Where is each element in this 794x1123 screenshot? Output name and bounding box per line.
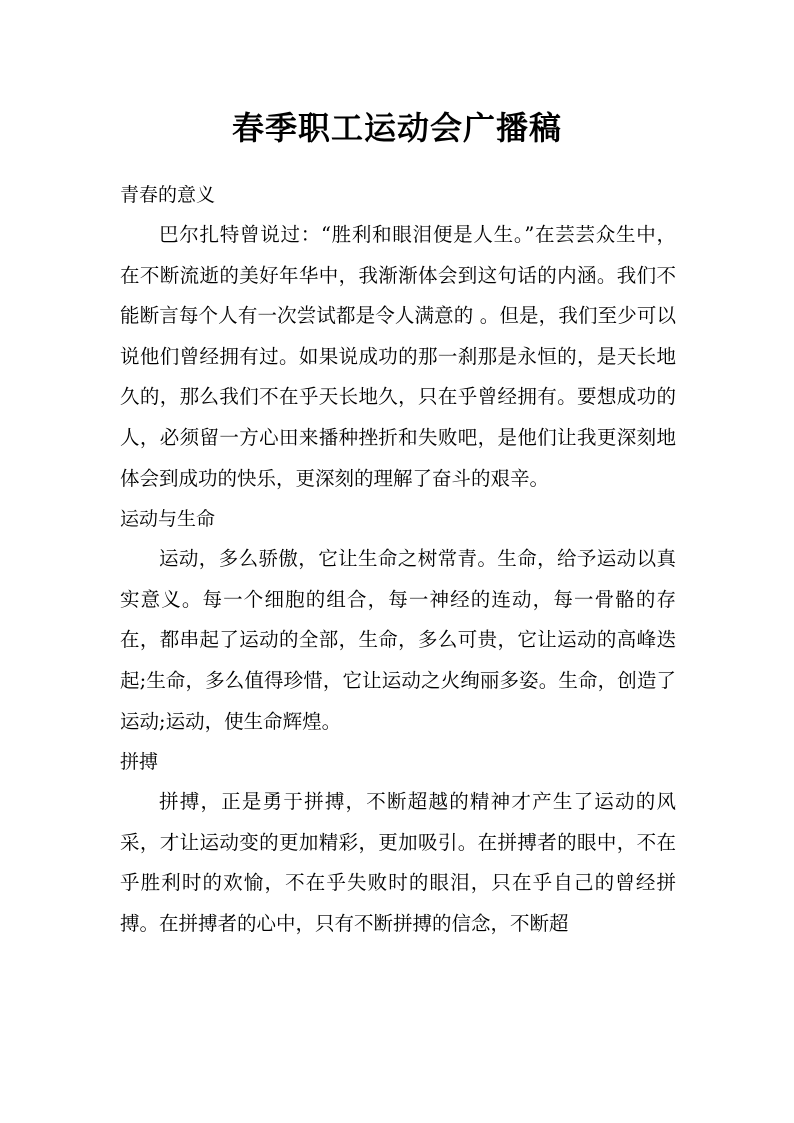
section-paragraph: 拼搏，正是勇于拼搏，不断超越的精神才产生了运动的风采，才让运动变的更加精彩，更加吸引。在拼搏者的眼中，不在乎胜利时的欢愉，不在乎失败时的眼泪，只在乎自己的曾经拼搏。在拼搏者的心中，只有不断拼搏的信念，不断超 — [120, 790, 676, 935]
document-body — [120, 175, 676, 945]
section-paragraph: 巴尔扎特曾说过：“胜利和眼泪便是人生。”在芸芸众生中，在不断流逝的美好年华中，我渐渐体会到这句话的内涵。我们不能断言每个人有一次尝试都是令人满意的 。但是，我们至少可以说他们曾经拥有过。如果说成功的那一刹那是永恒的，是天长地久的，那么我们不在乎天长地久，只在乎曾经拥有。要想成功的人，必须留一方心田来播种挫折和失败吧，是他们让我更深刻地体会到成功的快乐，更深刻的理解了奋斗的艰辛。 — [120, 223, 676, 490]
section-striving — [120, 742, 676, 944]
section-sport-and-life — [120, 499, 676, 742]
section-heading: 拼搏 — [120, 751, 159, 774]
section-youth-meaning — [120, 175, 676, 499]
section-heading: 青春的意义 — [120, 184, 216, 206]
section-heading: 运动与生命 — [120, 508, 216, 531]
document-title: 春季职工运动会广播稿 — [231, 109, 562, 147]
section-paragraph: 运动，多么骄傲，它让生命之树常青。生命，给予运动以真实意义。每一个细胞的组合，每一神经的连动，每一骨骼的存在，都串起了运动的全部，生命，多么可贵，它让运动的高峰迭起;生命，多么值得珍惜，它让运动之火绚丽多姿。生命，创造了运动;运动，使生命辉煌。 — [120, 547, 676, 733]
